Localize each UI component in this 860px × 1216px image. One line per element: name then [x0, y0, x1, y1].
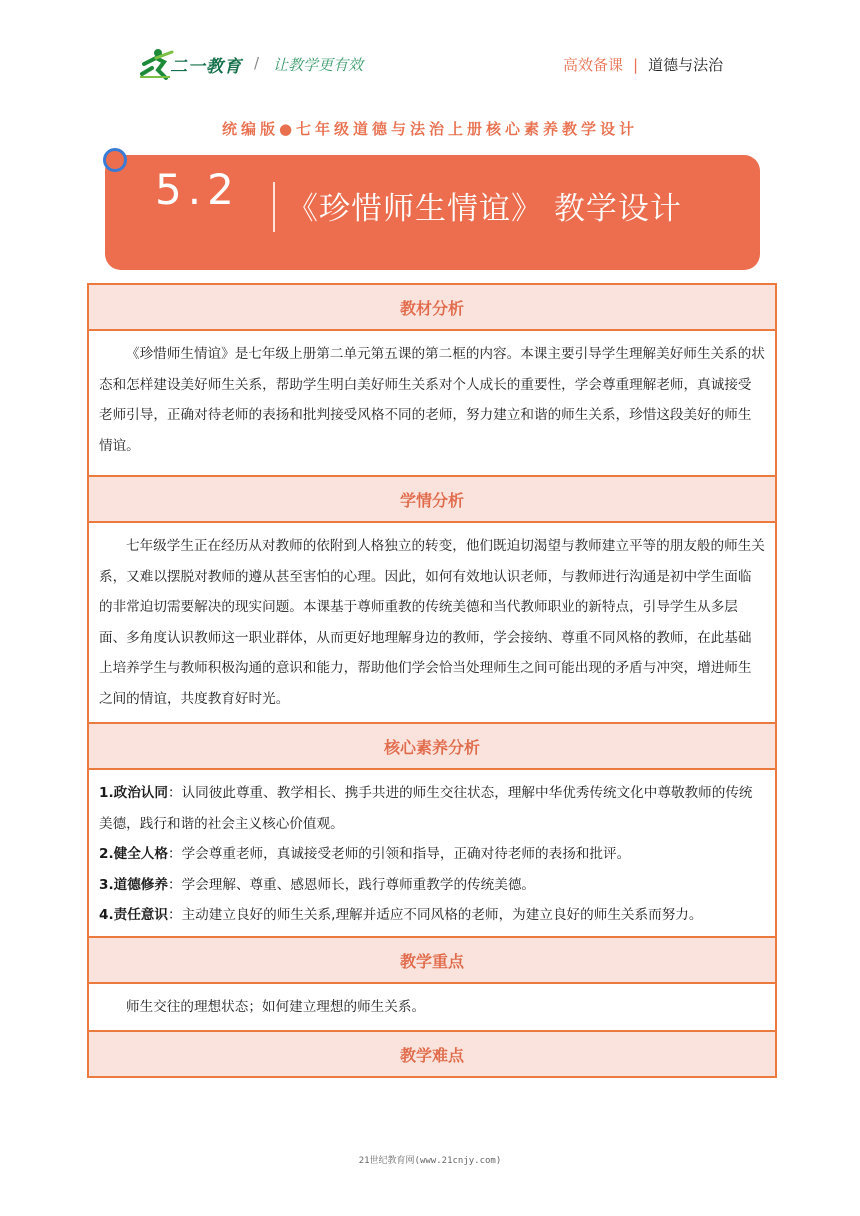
literacy-item: 4.责任意识：主动建立良好的师生关系,理解并适应不同风格的老师，为建立良好的师生关系而努力。	[99, 907, 703, 923]
paragraph: 师生交往的理想状态；如何建立理想的师生关系。	[126, 999, 426, 1015]
header-separator: |	[633, 56, 639, 74]
design-table	[87, 285, 777, 1078]
section-heading-difficulties: 教学难点	[87, 1030, 777, 1078]
banner-circle-decoration	[103, 148, 127, 172]
header-tag: 高效备课	[563, 56, 624, 74]
series-subtitle: 统编版●七年级道德与法治上册核心素养教学设计	[221, 120, 639, 138]
lesson-title: 《珍惜师生情谊》 教学设计	[287, 191, 682, 227]
section-heading-textbook: 教材分析	[87, 283, 777, 331]
literacy-item: 3.道德修养：学会理解、尊重、感恩师长，践行尊师重教学的传统美德。	[99, 876, 536, 893]
section-heading-core-literacy: 核心素养分析	[87, 722, 777, 770]
literacy-item: 1.政治认同：认同彼此尊重、教学相长、携手共进的师生交往状态，理解中华优秀传统文化中尊敬教师的传统美德，践行和谐的社会主义核心价值观。	[99, 785, 753, 832]
page-footer: 21世纪教育网(www.21cnjy.com)	[358, 1156, 502, 1166]
section-heading-key-points: 教学重点	[87, 936, 777, 984]
header-right	[563, 54, 723, 75]
header-divider: /	[254, 54, 260, 72]
title-divider	[273, 182, 275, 232]
section-body-textbook	[87, 331, 777, 477]
section-body-core-literacy	[87, 770, 777, 938]
section-body-key-points	[87, 984, 777, 1032]
logo-text: 二一教育	[170, 57, 242, 77]
literacy-item: 2.健全人格：学会尊重老师，真诚接受老师的引领和指导，正确对待老师的表扬和批评。	[99, 846, 631, 862]
section-heading-students: 学情分析	[87, 475, 777, 523]
header-subject: 道德与法治	[648, 56, 724, 74]
slogan: 让教学更有效	[273, 56, 364, 74]
lesson-number: 5.2	[155, 165, 240, 214]
paragraph: 七年级学生正在经历从对教师的依附到人格独立的转变，他们既迫切渴望与教师建立平等的朋友般的师生关系，又难以摆脱对教师的遵从甚至害怕的心理。因此，如何有效地认识老师，与教师进行沟通是初中学生面临的非常迫切需要解决的现实问题。本课基于尊师重教的传统美德和当代教师职业的新特点，引导学生从多层面、多角度认识教师这一职业群体，从而更好地理解身边的教师，学会接纳、尊重不同风格的教师，在此基础上培养学生与教师积极沟通的意识和能力，帮助他们学会恰当处理师生之间可能出现的矛盾与冲突，增进师生之间的情谊，共度教育好时光。	[99, 538, 765, 707]
paragraph: 《珍惜师生情谊》是七年级上册第二单元第五课的第二框的内容。本课主要引导学生理解美好师生关系的状态和怎样建设美好师生关系，帮助学生明白美好师生关系对个人成长的重要性，学会尊重理解老师，真诚接受老师引导，正确对待老师的表扬和批判接受风格不同的老师，努力建立和谐的师生关系，珍惜这段美好的师生情谊。	[99, 346, 765, 454]
section-body-students	[87, 523, 777, 724]
page-header	[0, 0, 860, 100]
